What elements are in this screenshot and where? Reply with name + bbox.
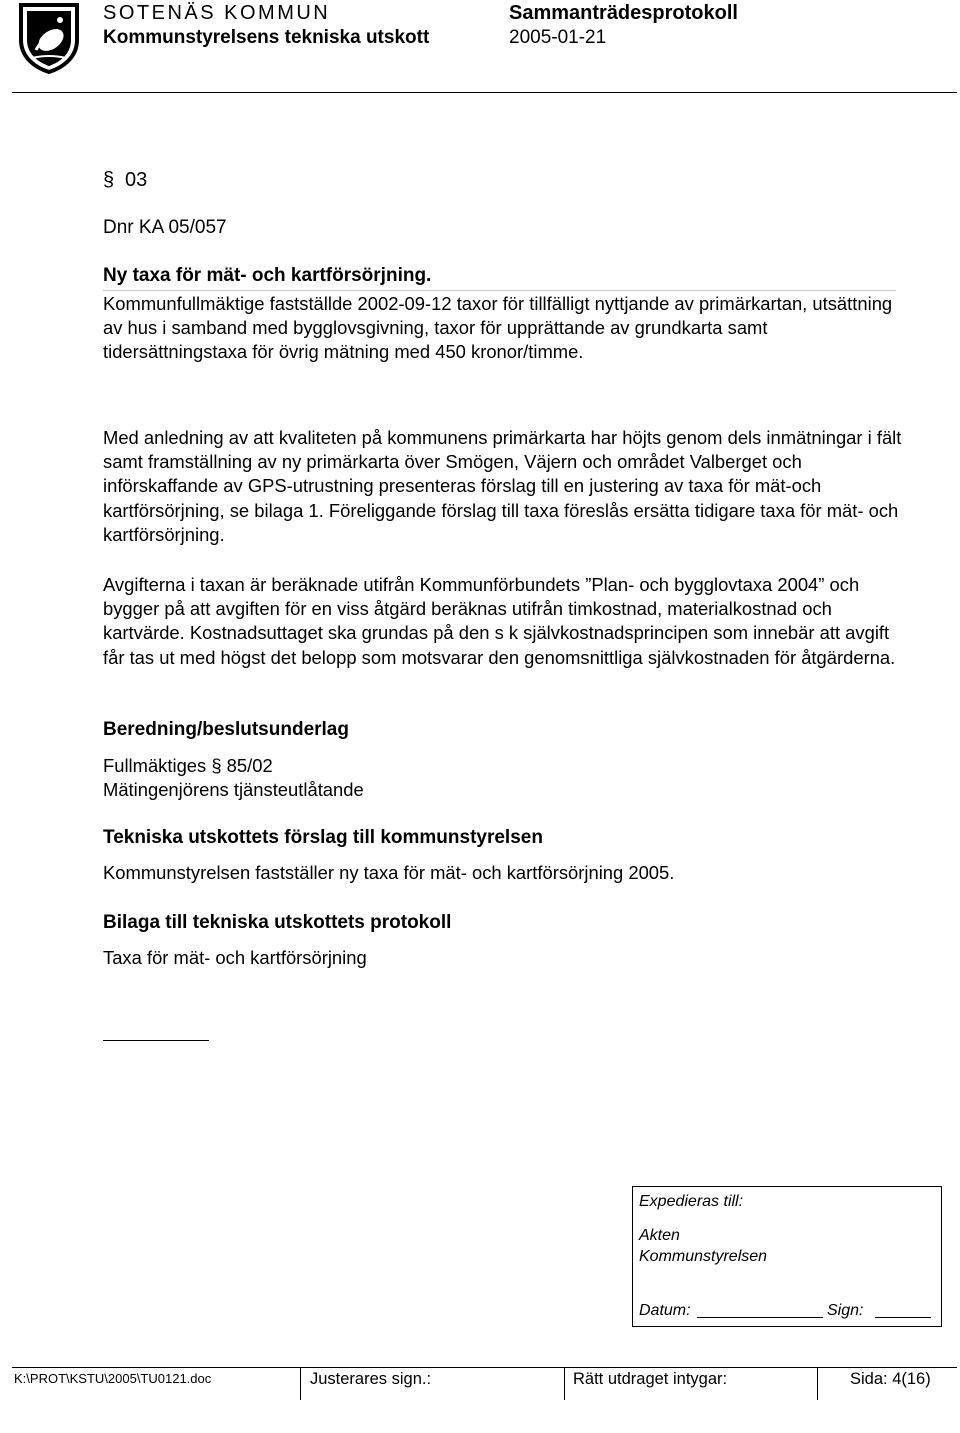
committee-name: Kommunstyrelsens tekniska utskott <box>103 27 430 48</box>
footer-page: Sida: 4(16) <box>850 1370 931 1388</box>
bilaga-text: Taxa för mät- och kartförsörjning <box>103 947 367 968</box>
stamp-recipient: Kommunstyrelsen <box>639 1248 768 1265</box>
body-paragraph-3: Avgifterna i taxan är beräknade utifrån Kommunförbundets ”Plan- och bygglovtaxa 2004” och bygger på att avgiften för en viss åtgärd beräknas utifrån timkostnad, materialkostnad och kartvärde. Kostnadsuttaget ska grundas på den s k självkostnadsprincipen som innebär att avgift får tas ut med högst det belopp som motsvarar den genomsnittliga självkostnaden för åtgärderna. <box>103 574 896 668</box>
footer-justeras: Justerares sign.: <box>310 1370 432 1388</box>
beredning-item-1: Fullmäktiges § 85/02 <box>103 755 273 776</box>
municipal-coat-of-arms-icon <box>18 2 80 74</box>
footer-file-path: K:\PROT\KSTU\2005\TU0121.doc <box>14 1371 212 1386</box>
bilaga-heading: Bilaga till tekniska utskottets protokoll <box>103 912 452 933</box>
stamp-sign-label: Sign: <box>827 1302 864 1319</box>
footer-cell-divider <box>564 1367 565 1400</box>
footer-cell-divider <box>300 1367 301 1400</box>
body-paragraph-2: Med anledning av att kvaliteten på kommunens primärkarta har höjts genom dels inmätningar i fält samt framställning av ny primärkarta över Smögen, Väjern och området Valberget och införskaffande av GPS-utrustning presenteras förslag till en justering av taxa för mät-och kartförsörjning, se bilaga 1. Föreliggande förslag till taxa föreslås ersätta tidigare taxa för mät- och kartförsörjning. <box>103 427 902 545</box>
beredning-heading: Beredning/beslutsunderlag <box>103 719 349 740</box>
body-paragraph-1: Kommunfullmäktige fastställde 2002-09-12 taxor för tillfälligt nyttjande av primärkartan, utsättning av hus i samband med bygglovsgivning, taxor för upprättande av grundkarta samt tidersättningstaxa för övrig mätning med 450 kronor/timme. <box>103 293 893 363</box>
sign-line <box>875 1317 931 1318</box>
beredning-list <box>103 754 903 802</box>
datum-line <box>697 1317 823 1318</box>
stamp-recipient: Akten <box>639 1227 680 1244</box>
diary-number: Dnr KA 05/057 <box>103 217 227 238</box>
end-rule <box>103 1040 209 1041</box>
municipality-name: SOTENÄS KOMMUN <box>103 2 331 24</box>
section-title: Ny taxa för mät- och kartförsörjning. <box>103 265 432 286</box>
forslag-heading: Tekniska utskottets förslag till kommunstyrelsen <box>103 827 543 848</box>
title-rule <box>103 290 896 291</box>
footer-utdrag: Rätt utdraget intygar: <box>573 1370 728 1388</box>
section-number: 03 <box>125 169 148 191</box>
distribution-stamp <box>632 1186 942 1327</box>
stamp-datum-label: Datum: <box>639 1302 691 1319</box>
forslag-text: Kommunstyrelsen fastställer ny taxa för mät- och kartförsörjning 2005. <box>103 862 675 883</box>
footer-divider <box>12 1367 957 1368</box>
paragraph-sign: § <box>103 169 115 191</box>
footer-cell-divider <box>817 1367 818 1400</box>
document-type: Sammanträdesprotokoll <box>509 2 738 24</box>
meeting-date: 2005-01-21 <box>509 27 607 48</box>
header-divider <box>12 92 957 93</box>
beredning-item-2: Mätingenjörens tjänsteutlåtande <box>103 779 364 801</box>
stamp-title: Expedieras till: <box>639 1193 744 1210</box>
